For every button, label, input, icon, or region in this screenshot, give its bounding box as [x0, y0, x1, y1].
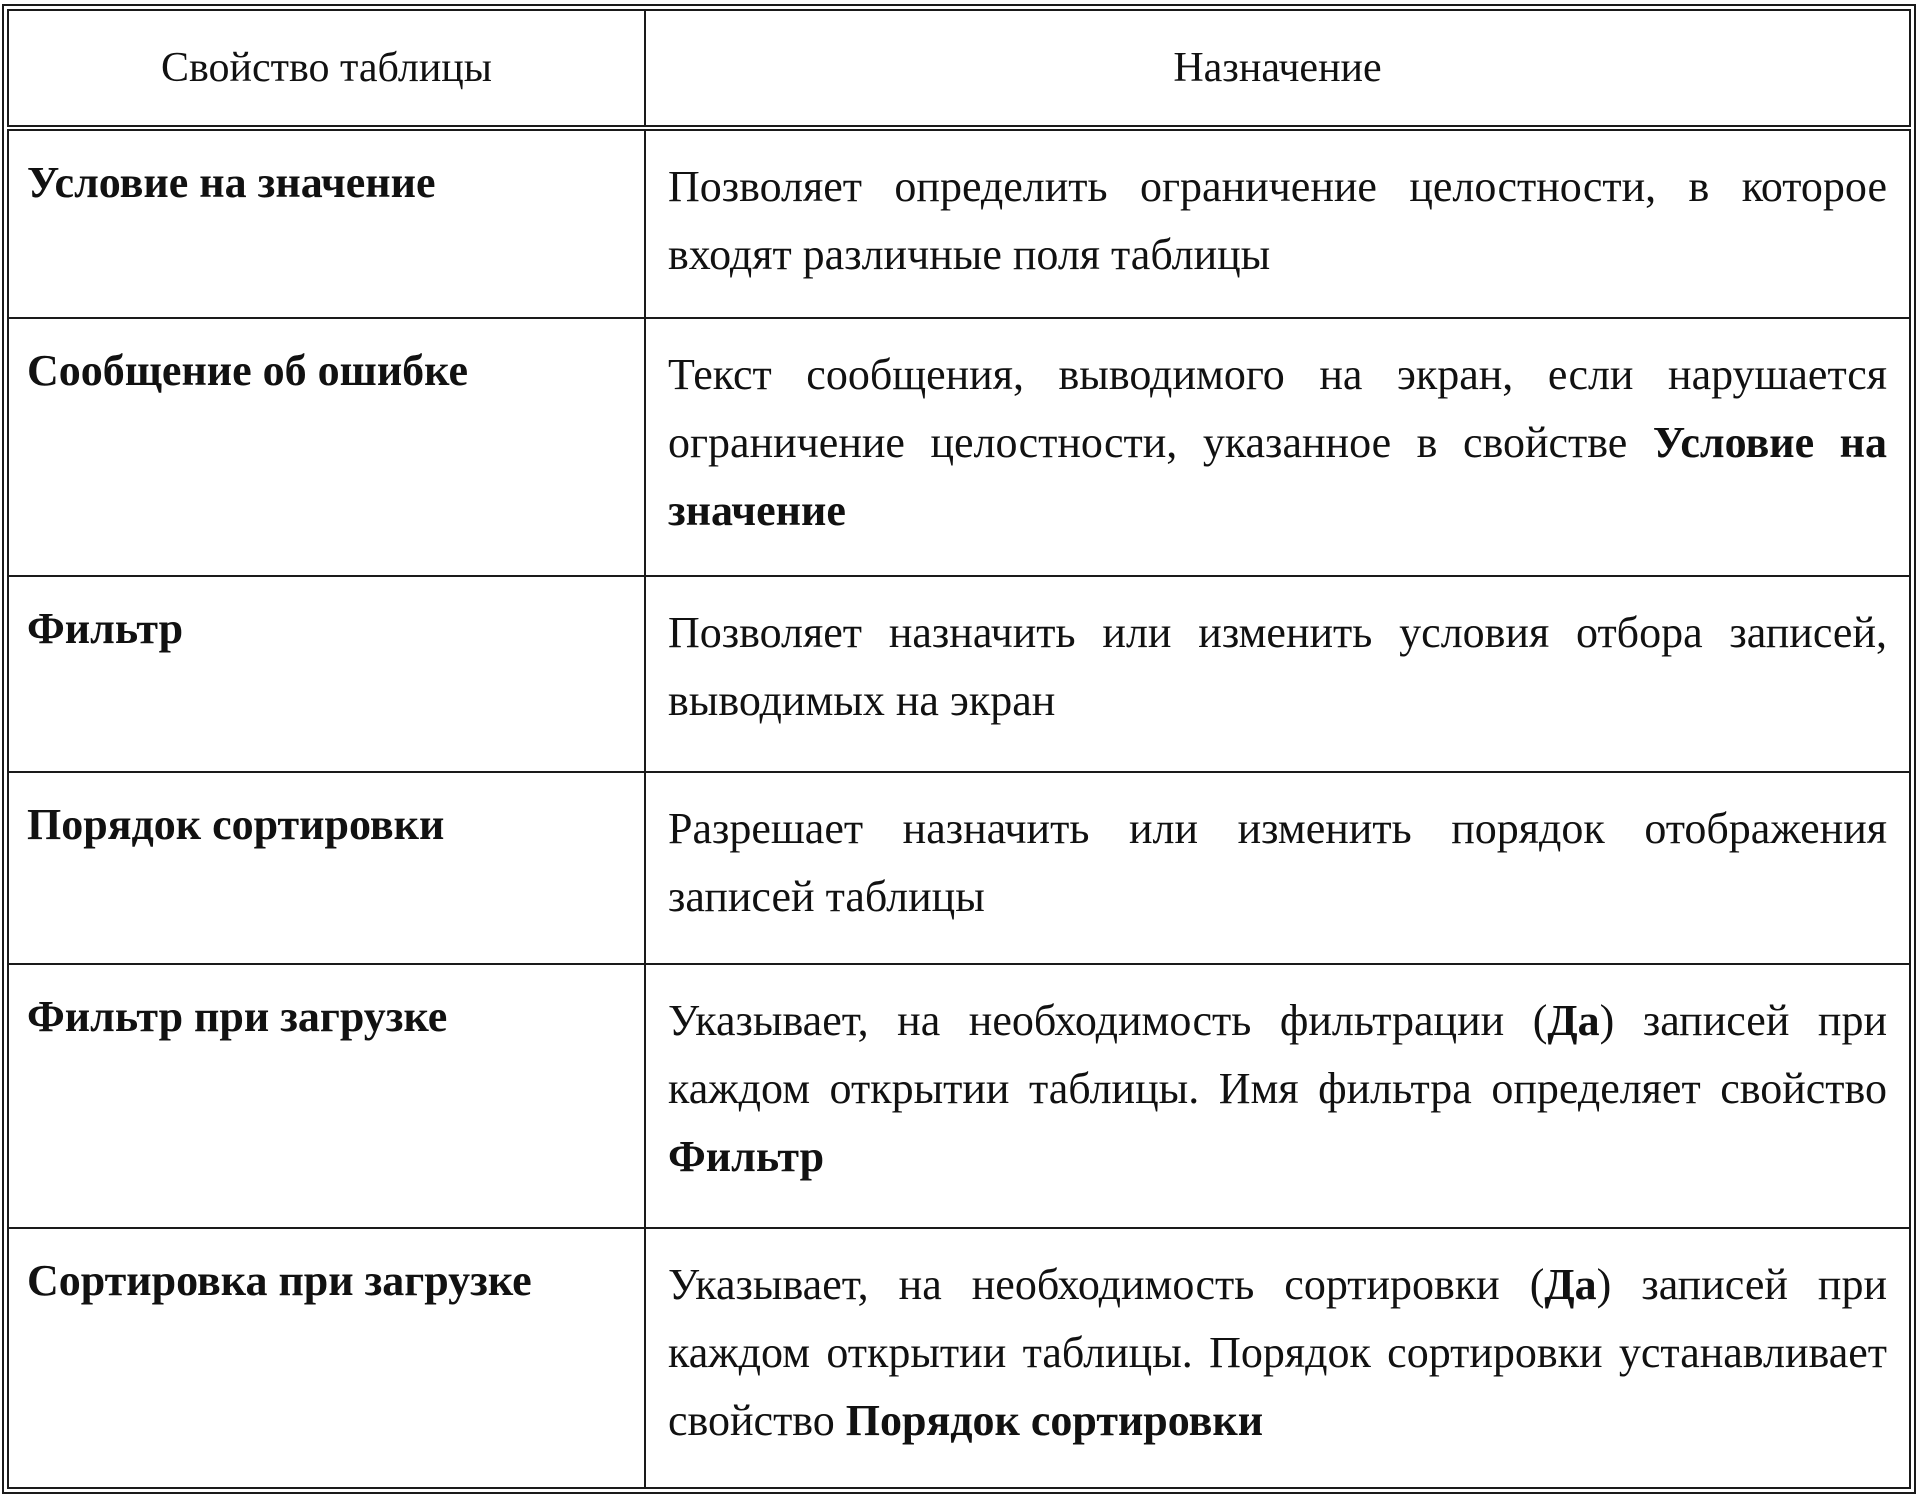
description-text-before: Указывает, на необходимость фильтрации (	[668, 996, 1548, 1045]
table-frame	[2, 4, 1916, 1494]
description-bold-inline: Да	[1547, 996, 1600, 1045]
table-header-row	[8, 10, 1910, 128]
property-cell: Фильтр	[8, 576, 645, 772]
description-cell	[645, 964, 1910, 1228]
description-text: Текст сообщения, выводимого на экран, если нарушается ограничение целостности, указанное в свойстве	[668, 350, 1887, 468]
table-row	[8, 318, 1910, 576]
description-cell	[645, 1228, 1910, 1488]
description-text: Позволяет назначить или изменить условия отбора записей, выводимых на экран	[668, 608, 1887, 726]
description-text: Разрешает назначить или изменить порядок отображения записей таблицы	[668, 804, 1887, 922]
table-row	[8, 964, 1910, 1228]
description-cell	[645, 576, 1910, 772]
property-cell: Сортировка при загрузке	[8, 1228, 645, 1488]
table-row	[8, 1228, 1910, 1488]
table-row	[8, 576, 1910, 772]
description-text-before: Указывает, на необходимость сортировки (	[668, 1260, 1545, 1309]
header-purpose: Назначение	[645, 10, 1910, 128]
description-cell	[645, 772, 1910, 964]
property-cell: Условие на значение	[8, 128, 645, 318]
table-row	[8, 772, 1910, 964]
description-text-after: ) записей при каждом открытии таблицы. Порядок сортировки устанавливает свойство	[668, 1260, 1888, 1446]
description-text-after: ) записей при каждом открытии таблицы. Имя фильтра определяет свойство	[668, 996, 1887, 1114]
header-property: Свойство таблицы	[8, 10, 645, 128]
description-text: Позволяет определить ограничение целостности, в которое входят различные поля таблицы	[668, 162, 1887, 280]
properties-table	[7, 9, 1911, 1489]
description-bold-inline: Да	[1544, 1260, 1597, 1309]
description-bold-ref: Фильтр	[668, 1132, 825, 1182]
property-cell: Сообщение об ошибке	[8, 318, 645, 576]
description-cell	[645, 128, 1910, 318]
property-cell: Порядок сортировки	[8, 772, 645, 964]
property-cell: Фильтр при загрузке	[8, 964, 645, 1228]
description-bold-ref: Порядок сортировки	[845, 1396, 1264, 1446]
description-bold-ref: Условие на значение	[668, 418, 1888, 536]
table-row	[8, 128, 1910, 318]
description-cell	[645, 318, 1910, 576]
